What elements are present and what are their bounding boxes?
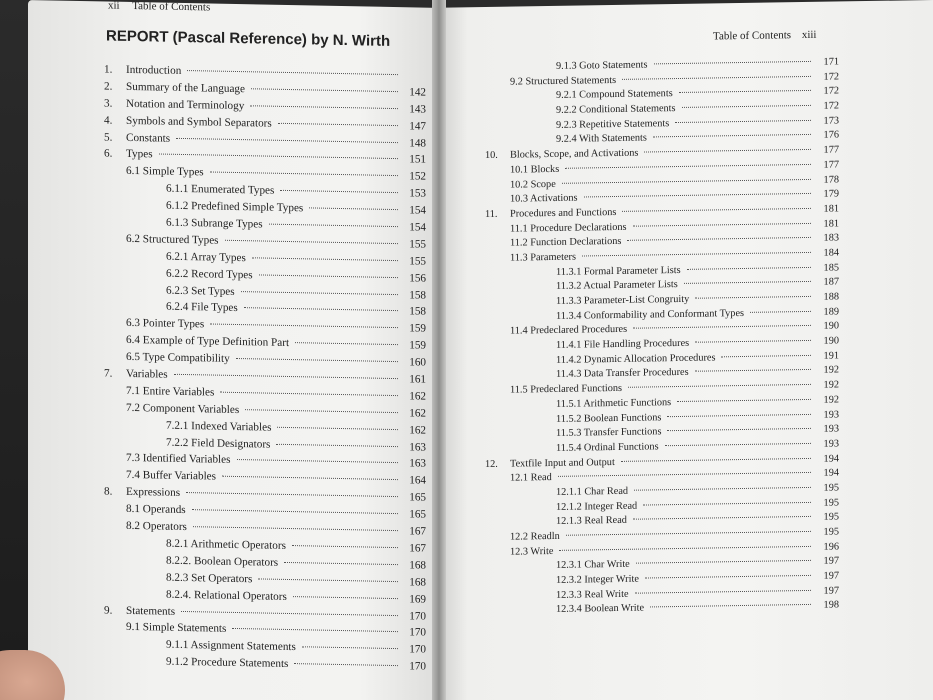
toc-entry-number: 8.: [104, 485, 113, 498]
toc-entry-title: Symbols and Symbol Separators: [126, 114, 272, 130]
toc-entry-title: 11.5.1 Arithmetic Functions: [556, 396, 672, 410]
dot-leader: [181, 610, 398, 615]
dot-leader: [622, 208, 811, 212]
toc-entry-title: 11.5.3 Transfer Functions: [556, 426, 662, 440]
dot-leader: [584, 193, 812, 198]
toc-entry-page: 172: [823, 71, 839, 83]
dot-leader: [210, 172, 398, 177]
dot-leader: [250, 105, 398, 109]
dot-leader: [558, 472, 811, 477]
toc-entry-title: Summary of the Language: [126, 80, 245, 96]
dot-leader: [210, 324, 398, 329]
toc-entry-title: 9.1.1 Assignment Statements: [166, 638, 296, 654]
toc-entry-page: 190: [823, 335, 839, 347]
dot-leader: [654, 61, 811, 64]
toc-entry-title: 7.2 Component Variables: [126, 401, 240, 416]
dot-leader: [665, 443, 811, 446]
toc-entry-page: 195: [823, 526, 839, 538]
toc-entry-page: 158: [409, 305, 426, 319]
toc-entry-page: 147: [409, 119, 426, 133]
toc-entry-title: 11.5 Predeclared Functions: [510, 383, 622, 396]
toc-entry-title: 10.2 Scope: [510, 178, 556, 191]
dot-leader: [650, 604, 811, 608]
toc-entry-title: 6.2.1 Array Types: [166, 250, 246, 264]
toc-entry-page: 173: [823, 115, 839, 127]
toc-entry-page: 156: [409, 272, 426, 285]
toc-entry-number: 10.: [485, 149, 498, 162]
dot-leader: [192, 509, 398, 514]
dot-leader: [222, 476, 398, 480]
dot-leader: [174, 374, 398, 379]
toc-entry-title: 8.2.4. Relational Operators: [166, 588, 287, 603]
toc-entry-page: 162: [409, 424, 426, 437]
dot-leader: [565, 164, 811, 169]
toc-entry-title: 6.1.3 Subrange Types: [166, 216, 263, 231]
toc-entry-page: 177: [823, 144, 839, 156]
dot-leader: [633, 516, 811, 520]
toc-entry-title: 11.1 Procedure Declarations: [510, 221, 627, 235]
toc-entry-number: 11.: [485, 208, 498, 220]
toc-entry-title: 6.1 Simple Types: [126, 165, 204, 179]
toc-entry-page: 162: [409, 390, 426, 403]
toc-entry-title: 12.3.2 Integer Write: [556, 573, 639, 586]
dot-leader: [675, 120, 811, 123]
dot-leader: [628, 384, 811, 388]
dot-leader: [633, 222, 811, 226]
toc-entry-page: 170: [409, 643, 426, 656]
dot-leader: [241, 291, 398, 295]
dot-leader: [667, 413, 811, 416]
toc-entry-page: 193: [823, 423, 839, 435]
toc-entry-page: 179: [823, 188, 839, 200]
toc-entry-page: 193: [823, 408, 839, 421]
toc-entry-title: 11.4.2 Dynamic Allocation Procedures: [556, 352, 716, 366]
dot-leader: [236, 358, 398, 362]
dot-leader: [193, 526, 398, 531]
toc-list-left: [104, 63, 426, 677]
right-header-text: Table of Contents: [713, 29, 792, 43]
toc-entry-page: 142: [409, 86, 426, 99]
toc-entry-number: 6.: [104, 147, 113, 161]
toc-entry-number: 5.: [104, 131, 113, 144]
dot-leader: [293, 596, 398, 599]
toc-entry-number: 1.: [104, 63, 113, 76]
toc-entry-title: 12.3.3 Real Write: [556, 588, 629, 601]
dot-leader: [159, 154, 398, 160]
left-page: [28, 0, 443, 700]
toc-entry-page: 195: [823, 482, 839, 494]
dot-leader: [276, 443, 398, 446]
toc-entry-page: 170: [409, 626, 426, 640]
dot-leader: [559, 546, 811, 551]
toc-entry-page: 194: [823, 467, 839, 479]
toc-entry-title: 8.2.1 Arithmetic Operators: [166, 537, 286, 552]
toc-entry-title: 12.3.4 Boolean Write: [556, 602, 645, 616]
toc-entry-page: 172: [823, 100, 839, 112]
toc-entry-page: 152: [409, 170, 426, 183]
left-header-text: Table of Contents: [132, 0, 211, 14]
toc-entry-title: 6.2.2 Record Types: [166, 267, 253, 282]
dot-leader: [645, 575, 811, 579]
toc-entry-title: 8.2.2. Boolean Operators: [166, 554, 279, 569]
dot-leader: [294, 663, 398, 666]
toc-entry-page: 155: [409, 238, 426, 251]
dot-leader: [309, 208, 398, 211]
toc-entry-page: 171: [823, 56, 839, 68]
toc-entry-page: 196: [823, 541, 839, 553]
dot-leader: [237, 459, 399, 463]
toc-entry-page: 187: [823, 276, 839, 289]
toc-entry-page: 170: [409, 660, 426, 673]
toc-entry-number: 7.: [104, 367, 113, 380]
toc-entry-page: 192: [823, 364, 839, 377]
dot-leader: [679, 90, 811, 93]
dot-leader: [284, 562, 398, 565]
toc-entry-title: 6.1.1 Enumerated Types: [166, 182, 275, 197]
toc-entry-title: 12.3 Write: [510, 545, 554, 558]
toc-entry-title: 7.3 Identified Variables: [126, 452, 231, 467]
dot-leader: [695, 369, 811, 372]
toc-entry-title: 11.5.2 Boolean Functions: [556, 411, 662, 425]
toc-entry-page: 177: [823, 159, 839, 171]
toc-list-right: [485, 56, 839, 620]
dot-leader: [622, 76, 811, 80]
dot-leader: [251, 88, 398, 92]
right-page-header: [713, 29, 816, 43]
toc-entry-title: 7.2.2 Field Designators: [166, 436, 271, 451]
toc-entry-title: Introduction: [126, 63, 182, 77]
toc-entry-title: 8.1 Operands: [126, 503, 186, 517]
dot-leader: [635, 590, 811, 594]
dot-leader: [295, 342, 398, 345]
toc-entry-title: 9.2.1 Compound Statements: [556, 88, 673, 102]
toc-entry-title: 12.1.1 Char Read: [556, 485, 629, 498]
dot-leader: [750, 311, 811, 313]
dot-leader: [280, 190, 398, 193]
toc-entry-title: 6.1.2 Predefined Simple Types: [166, 199, 304, 215]
dot-leader: [633, 325, 811, 329]
dot-leader: [278, 122, 398, 125]
toc-entry-title: Variables: [126, 367, 168, 381]
dot-leader: [667, 428, 811, 431]
dot-leader: [252, 257, 398, 261]
dot-leader: [621, 457, 811, 461]
dot-leader: [258, 578, 398, 582]
toc-entry-title: 9.1.2 Procedure Statements: [166, 655, 289, 671]
toc-entry-page: 167: [409, 542, 426, 555]
dot-leader: [636, 560, 811, 564]
dot-leader: [582, 252, 811, 257]
toc-entry-page: 197: [823, 585, 839, 597]
dot-leader: [682, 105, 811, 108]
dot-leader: [643, 502, 811, 506]
toc-entry-page: 153: [409, 187, 426, 200]
report-title: REPORT (Pascal Reference) by N. Wirth: [106, 27, 391, 50]
dot-leader: [187, 70, 398, 75]
dot-leader: [566, 531, 811, 536]
toc-entry-page: 160: [409, 356, 426, 369]
dot-leader: [653, 134, 811, 137]
toc-entry-title: 6.3 Pointer Types: [126, 317, 205, 331]
toc-entry-title: 11.3.3 Parameter-List Congruity: [556, 293, 690, 307]
left-page-number: xii: [108, 0, 120, 12]
dot-leader: [292, 545, 398, 548]
toc-entry-page: 155: [409, 255, 426, 268]
toc-entry-title: Blocks, Scope, and Activations: [510, 147, 639, 161]
toc-entry-title: 10.1 Blocks: [510, 163, 560, 176]
dot-leader: [684, 281, 811, 284]
dot-leader: [695, 340, 811, 343]
dot-leader: [245, 409, 398, 413]
toc-entry-page: 169: [409, 592, 426, 606]
toc-entry-title: Constants: [126, 131, 171, 145]
toc-entry-page: 151: [409, 153, 426, 167]
toc-entry-title: 11.2 Function Declarations: [510, 236, 622, 249]
toc-entry-page: 181: [823, 203, 839, 215]
toc-entry-page: 159: [409, 339, 426, 352]
dot-leader: [259, 274, 398, 278]
dot-leader: [721, 355, 811, 357]
dot-leader: [695, 296, 811, 299]
toc-entry-title: 11.4.1 File Handling Procedures: [556, 337, 690, 351]
toc-entry-page: 148: [409, 136, 426, 150]
toc-entry-title: 11.3.1 Formal Parameter Lists: [556, 264, 681, 278]
toc-entry-number: 9.: [104, 603, 113, 617]
toc-entry-title: 12.2 Readln: [510, 530, 560, 543]
toc-entry-page: 190: [823, 320, 839, 333]
dot-leader: [186, 492, 398, 497]
toc-entry-page: 192: [823, 394, 839, 406]
toc-entry-page: 198: [823, 599, 839, 612]
toc-entry-title: 12.1.2 Integer Read: [556, 500, 638, 513]
toc-entry: [166, 656, 426, 678]
toc-entry-page: 185: [823, 262, 839, 274]
toc-entry-title: 12.1 Read: [510, 472, 552, 484]
toc-entry-page: 194: [823, 453, 839, 465]
toc-entry-page: 197: [823, 555, 839, 568]
dot-leader: [677, 399, 811, 402]
toc-entry-title: 12.3.1 Char Write: [556, 559, 630, 572]
toc-entry-page: 163: [409, 457, 426, 471]
right-page-number: xiii: [801, 28, 817, 42]
toc-entry-page: 188: [823, 291, 839, 303]
toc-entry-title: 11.3.2 Actual Parameter Lists: [556, 279, 678, 293]
dot-leader: [562, 178, 811, 183]
toc-entry-title: 7.4 Buffer Variables: [126, 469, 216, 483]
dot-leader: [627, 237, 811, 241]
dot-leader: [277, 426, 398, 429]
toc-entry-page: 172: [823, 85, 839, 98]
toc-entry-title: 6.2.4 File Types: [166, 301, 238, 315]
toc-entry-page: 165: [409, 491, 426, 504]
toc-entry-page: 181: [823, 218, 839, 230]
toc-entry-page: 184: [823, 247, 839, 259]
dot-leader: [244, 308, 398, 312]
toc-entry-page: 154: [409, 221, 426, 234]
toc-entry-title: 6.2.3 Set Types: [166, 284, 235, 298]
toc-entry-title: Procedures and Functions: [510, 206, 617, 220]
toc-entry-number: 12.: [485, 458, 498, 470]
toc-entry-number: 3.: [104, 97, 113, 110]
toc-entry-number: 4.: [104, 114, 113, 127]
toc-entry-page: 176: [823, 129, 839, 142]
toc-entry-page: 159: [409, 322, 426, 336]
toc-entry-title: 7.2.1 Indexed Variables: [166, 419, 272, 434]
dot-leader: [644, 149, 811, 153]
toc-entry-page: 143: [409, 103, 426, 116]
toc-entry-title: 6.2 Structured Types: [126, 232, 219, 247]
toc-entry-page: 192: [823, 379, 839, 391]
dot-leader: [634, 487, 811, 491]
toc-entry-page: 168: [409, 576, 426, 589]
toc-entry-page: 170: [409, 609, 426, 623]
toc-entry-page: 195: [823, 497, 839, 509]
left-page-header: [108, 0, 210, 13]
toc-entry-title: 8.2.3 Set Operators: [166, 571, 253, 586]
book-gutter: [432, 0, 446, 700]
toc-entry-page: 195: [823, 511, 839, 524]
toc-entry-title: Types: [126, 148, 153, 161]
dot-leader: [302, 647, 398, 650]
toc-entry-title: 11.4 Predeclared Procedures: [510, 324, 628, 338]
toc-entry-title: Textfile Input and Output: [510, 456, 615, 470]
toc-entry-title: 12.1.3 Real Read: [556, 515, 627, 528]
toc-entry-page: 168: [409, 559, 426, 572]
toc-entry-page: 183: [823, 232, 839, 244]
toc-entry-title: 8.2 Operators: [126, 519, 187, 534]
toc-entry-title: 6.5 Type Compatibility: [126, 351, 230, 366]
toc-entry-title: 9.2.3 Repetitive Statements: [556, 117, 670, 131]
dot-leader: [220, 392, 398, 396]
right-page: [438, 0, 933, 700]
toc-entry: [556, 600, 839, 619]
toc-entry-title: 9.2 Structured Statements: [510, 74, 617, 88]
toc-entry-page: 167: [409, 525, 426, 538]
toc-entry-page: 165: [409, 508, 426, 521]
toc-entry-title: 9.2.4 With Statements: [556, 132, 647, 146]
toc-entry-page: 154: [409, 204, 426, 217]
toc-entry-title: Expressions: [126, 486, 181, 500]
toc-entry-page: 162: [409, 407, 426, 420]
toc-entry-title: 7.1 Entire Variables: [126, 384, 215, 399]
dot-leader: [269, 224, 398, 227]
toc-entry-title: 9.1.3 Goto Statements: [556, 59, 648, 72]
toc-entry-title: 11.3 Parameters: [510, 251, 576, 264]
dot-leader: [232, 628, 398, 632]
dot-leader: [176, 137, 398, 142]
toc-entry-page: 164: [409, 474, 426, 488]
toc-entry-title: 9.1 Simple Statements: [126, 621, 227, 636]
toc-entry-page: 191: [823, 350, 839, 362]
toc-entry-page: 193: [823, 438, 839, 450]
toc-entry-title: 9.2.2 Conditional Statements: [556, 103, 676, 116]
toc-entry-page: 197: [823, 570, 839, 582]
toc-entry-title: 11.5.4 Ordinal Functions: [556, 441, 659, 454]
toc-entry-title: 10.3 Activations: [510, 192, 578, 205]
toc-entry-page: 161: [409, 373, 426, 386]
dot-leader: [687, 267, 811, 270]
toc-entry-title: 11.4.3 Data Transfer Procedures: [556, 367, 689, 381]
toc-entry-title: 11.3.4 Conformability and Conformant Types: [556, 307, 745, 322]
toc-entry-page: 158: [409, 288, 426, 302]
toc-entry-title: Statements: [126, 604, 176, 618]
toc-entry-title: 6.4 Example of Type Definition Part: [126, 334, 290, 350]
toc-entry-title: Notation and Terminology: [126, 97, 245, 112]
toc-entry-page: 163: [409, 440, 426, 454]
dot-leader: [225, 240, 398, 244]
toc-entry-number: 2.: [104, 80, 113, 93]
toc-entry-page: 178: [823, 173, 839, 186]
toc-entry-page: 189: [823, 306, 839, 318]
